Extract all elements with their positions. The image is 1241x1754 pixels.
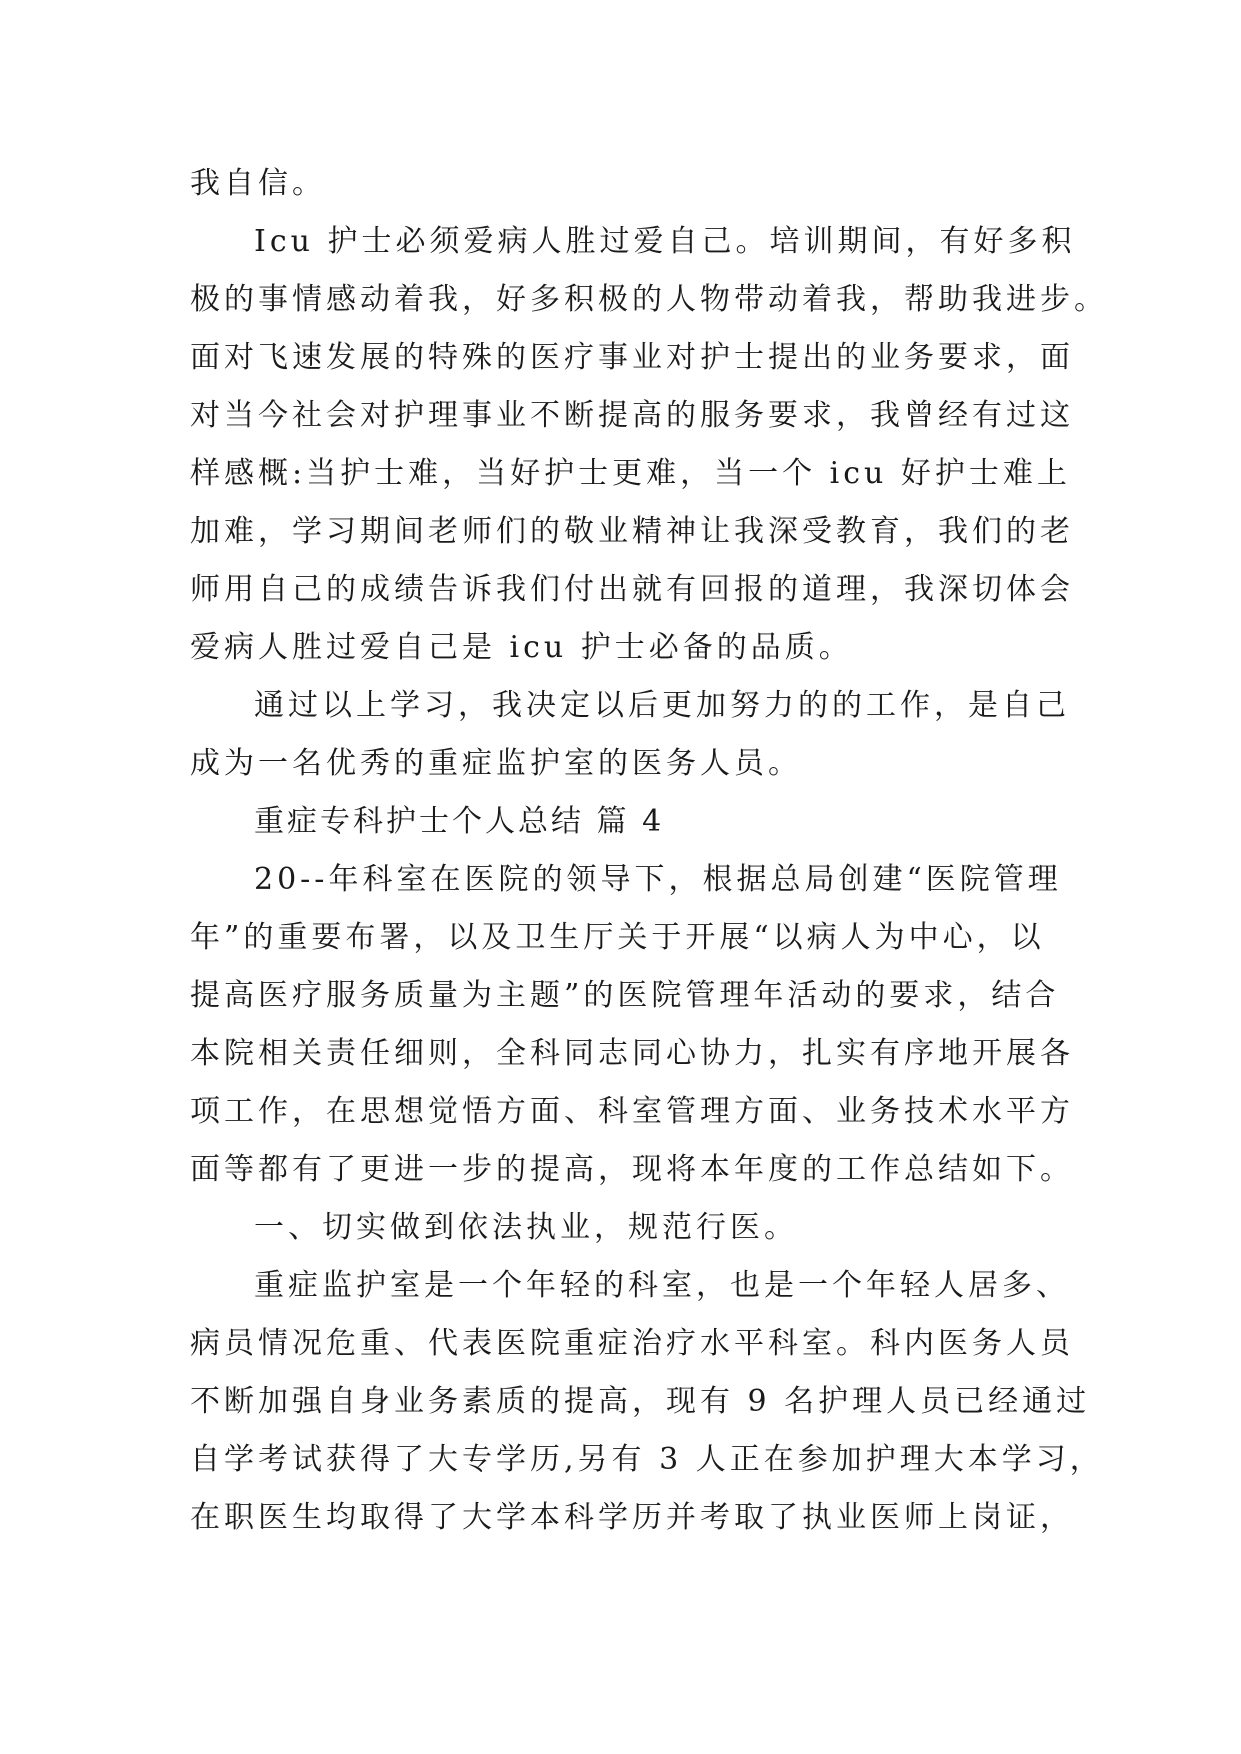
text-line: 提高医疗服务质量为主题”的医院管理年活动的要求，结合 [190,978,1060,1013]
text-line: 师用自己的成绩告诉我们付出就有回报的道理，我深切体会 [190,572,1074,607]
text-line: 对当今社会对护理事业不断提高的服务要求，我曾经有过这 [190,398,1074,433]
text-line: 面对飞速发展的特殊的医疗事业对护士提出的业务要求，面 [190,340,1074,375]
text-line: 重症监护室是一个年轻的科室，也是一个年轻人居多、 [254,1268,1070,1303]
text-line: 病员情况危重、代表医院重症治疗水平科室。科内医务人员 [190,1326,1074,1361]
text-line: 20--年科室在医院的领导下，根据总局创建“医院管理 [254,862,1062,897]
document-body [190,155,1108,1547]
subsection-heading: 一、切实做到依法执业，规范行医。 [254,1210,798,1245]
text-line: 加难，学习期间老师们的敬业精神让我深受教育，我们的老 [190,514,1074,549]
text-line: 项工作，在思想觉悟方面、科室管理方面、业务技术水平方 [190,1094,1074,1129]
text-line: 我自信。 [190,166,326,201]
text-line: 爱病人胜过爱自己是 icu 护士必备的品质。 [190,630,853,665]
text-line: 在职医生均取得了大学本科学历并考取了执业医师上岗证， [190,1500,1074,1535]
section-heading: 重症专科护士个人总结 篇 4 [254,804,665,839]
text-line: 成为一名优秀的重症监护室的医务人员。 [190,746,802,781]
text-line: 极的事情感动着我，好多积极的人物带动着我，帮助我进步。 [190,282,1108,317]
text-line: 样感概:当护士难，当好护士更难，当一个 icu 好护士难上 [190,456,1071,491]
text-line: Icu 护士必须爱病人胜过爱自己。培训期间，有好多积 [254,224,1076,259]
text-line: 自学考试获得了大专学历,另有 3 人正在参加护理大本学习， [190,1442,1104,1477]
text-line: 面等都有了更进一步的提高，现将本年度的工作总结如下。 [190,1152,1074,1187]
text-line: 本院相关责任细则，全科同志同心协力，扎实有序地开展各 [190,1036,1074,1071]
text-line: 通过以上学习，我决定以后更加努力的的工作，是自己 [254,688,1070,723]
text-line: 不断加强自身业务素质的提高，现有 9 名护理人员已经通过 [190,1384,1091,1419]
text-line: 年”的重要布署，以及卫生厅关于开展“以病人为中心，以 [190,920,1045,955]
